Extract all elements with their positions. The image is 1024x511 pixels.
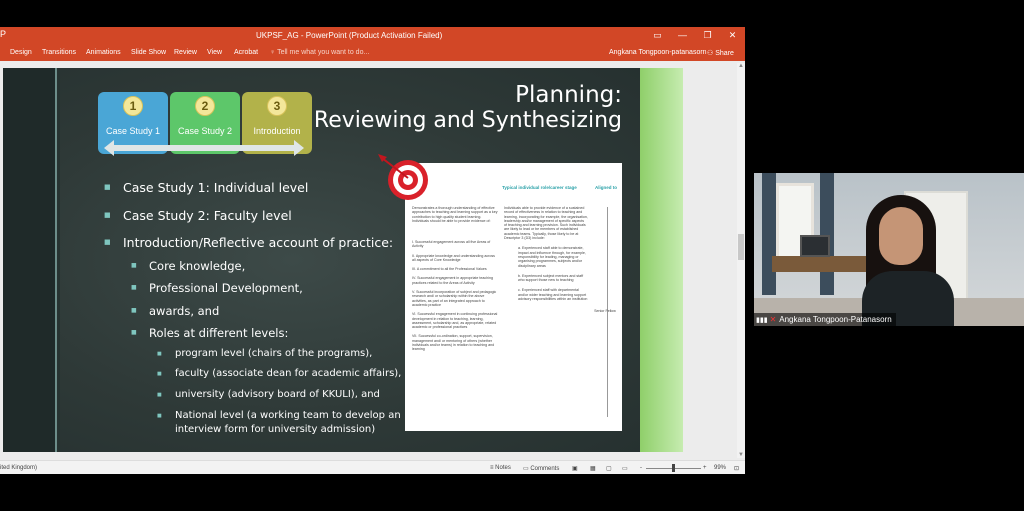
step-label: Case Study 2 — [177, 126, 233, 136]
slide-right-green-band — [640, 68, 683, 452]
slide-left-band — [3, 68, 57, 452]
tab-design[interactable]: Design — [10, 49, 32, 56]
participant-name: Angkana Tongpoon-Patanasorn — [779, 315, 892, 324]
window-title: UKPSF_AG - PowerPoint (Product Activation Failed) — [256, 31, 443, 40]
tab-acrobat[interactable]: Acrobat — [234, 49, 259, 56]
doc-middle-column: Individuals able to provide evidence of a sustained record of effectiveness in relation to teaching and learning, incorporating for example, the organisation, leadership and/or management of specific aspects of teaching and learning provision. Such individuals are likely to lead or be members of established academic teams. Typically, those likely to be at Descriptor 3 (D3) include: a. Experienced staff able to demonstrate, impact and influence through, for example, responsibility for leading, managing or organising programmes, subjects and/or disciplinary areas b. Experienced subject mentors and staff who support those new to teaching c. Experienced staff with departmental and/or wider teaching and learning support advisory responsibilities within an institution — [504, 206, 588, 302]
title-bar — [0, 27, 745, 44]
curtain-left — [762, 173, 776, 295]
slide-title-line1: Planning: — [515, 82, 622, 108]
zoom-level[interactable]: 99% — [714, 465, 727, 471]
bullet-professional-development: ■ Professional Development, — [131, 281, 303, 295]
language-status[interactable]: ited Kingdom) — [0, 465, 38, 471]
tab-review[interactable]: Review — [174, 49, 197, 56]
notes-icon: ≡ — [490, 465, 496, 471]
bullet-case-study-1: ■ Case Study 1: Individual level — [104, 180, 309, 195]
bullet-program-level: ■ program level (chairs of the programs), — [157, 348, 373, 359]
bullet-university-level: ■ university (advisory board of KKULI), and — [157, 389, 380, 400]
tab-view[interactable]: View — [207, 49, 223, 56]
bullet-awards: ■ awards, and — [131, 304, 220, 318]
bullet-core-knowledge: ■ Core knowledge, — [131, 259, 246, 273]
scroll-up-icon[interactable]: ▲ — [738, 63, 744, 69]
bullet-national-level-continued: interview form for university admission) — [175, 424, 376, 435]
doc-left-column — [412, 206, 498, 223]
step-number: 3 — [267, 96, 287, 116]
ribbon-tabs — [0, 44, 745, 61]
bullet-faculty-level: ■ faculty (associate dean for academic affairs), — [157, 368, 402, 379]
doc-header-role: Typical individual role/career stage — [502, 185, 577, 190]
zoom-in-button[interactable]: + — [703, 465, 707, 471]
account-name[interactable]: Angkana Tongpoon-patanasorn — [609, 49, 707, 56]
restore-button[interactable]: ❐ — [703, 30, 712, 40]
monitor — [800, 235, 830, 257]
reading-view-icon[interactable]: ▢ — [606, 466, 612, 472]
scrollbar-thumb[interactable] — [738, 234, 744, 260]
close-button[interactable]: ✕ — [728, 30, 737, 40]
slide-sorter-icon[interactable]: ▦ — [590, 466, 596, 472]
target-dart-icon — [378, 154, 432, 202]
comment-icon: ▭ — [523, 466, 531, 472]
tab-slide-show[interactable]: Slide Show — [131, 49, 167, 56]
tell-me-text: Tell me what you want to do... — [277, 49, 370, 56]
fit-to-window-icon[interactable]: ⊡ — [734, 466, 740, 472]
arrow-left-icon — [104, 140, 114, 156]
tab-transitions[interactable]: Transitions — [42, 49, 76, 56]
normal-view-icon[interactable]: ▣ — [572, 466, 578, 472]
participant-face — [879, 207, 923, 265]
curtain-right — [820, 173, 834, 295]
bullet-introduction: ■ Introduction/Reflective account of practice: — [104, 235, 394, 250]
bullet-case-study-2: ■ Case Study 2: Faculty level — [104, 208, 292, 223]
person-icon: ⚇ — [707, 50, 716, 57]
lightbulb-icon: ♀ — [270, 49, 278, 56]
powerpoint-window — [0, 27, 745, 474]
ribbon-display-options-icon[interactable]: ▭ — [653, 30, 662, 40]
notes-button[interactable]: ≡ Notes — [490, 465, 511, 471]
doc-header-aligned: Aligned to — [595, 185, 617, 190]
scroll-down-icon[interactable]: ▼ — [738, 452, 744, 458]
share-label: Share — [715, 50, 734, 57]
window-controls — [645, 27, 745, 44]
participant-video[interactable] — [754, 173, 1024, 326]
bullet-roles: ■ Roles at different levels: — [131, 326, 289, 340]
zoom-out-button[interactable]: - — [640, 465, 642, 471]
step-label: Case Study 1 — [105, 126, 161, 136]
slide[interactable] — [3, 68, 683, 452]
share-button[interactable] — [707, 49, 734, 57]
bullet-national-level: ■ National level (a working team to develop an — [157, 410, 401, 421]
vertical-scrollbar[interactable] — [737, 63, 745, 458]
tell-me-search[interactable] — [270, 49, 369, 56]
double-arrow-bar — [112, 145, 296, 151]
slideshow-view-icon[interactable]: ▭ — [622, 466, 628, 472]
slide-content — [60, 68, 640, 452]
participant-name-tag — [754, 313, 896, 326]
doc-left-intro: Demonstrates a thorough understanding of effective approaches to teaching and learning support as a key contribution to high quality student learning. Individuals should be able to provide evidence of: — [412, 206, 498, 223]
step-number: 1 — [123, 96, 143, 116]
slide-title-line2: Reviewing and Synthesizing — [313, 108, 622, 133]
zoom-slider-thumb[interactable] — [672, 464, 675, 472]
minimize-button[interactable]: — — [678, 30, 687, 40]
tab-animations[interactable]: Animations — [86, 49, 121, 56]
ukpsf-descriptor-table-image — [405, 163, 622, 431]
signal-strength-icon: ▮▮▮ — [756, 317, 768, 324]
arrow-right-icon — [294, 140, 304, 156]
powerpoint-icon: P — [0, 29, 7, 39]
doc-aligned-label: Senior Fellow — [594, 309, 616, 313]
doc-left-items: I. Successful engagement across all five Areas of Activity II. Appropriate knowledge and understanding across all aspects of Core Knowledge III. A commitment to all the Professional Values IV. Successful engagement in appropriate teaching practices related to the Areas of Activity V. Successful incorporation of subject and pedagogic research and/ or scholarship within the above activities, as part of an integrated approach to academic practice VI. Successful engagement in continuing professional development in relation to teaching, learning, assessment, scholarship and, as appropriate, related academic or professional practices VII. Successful co-ordination, support, supervision, management and/ or mentoring of others (whether individuals and/or teams) in relation to teaching and learning — [412, 240, 498, 352]
comments-button[interactable]: ▭ Comments — [523, 466, 560, 472]
muted-microphone-icon: ✕ — [769, 315, 777, 324]
status-bar — [0, 460, 745, 474]
step-label: Introduction — [253, 126, 301, 136]
desk — [772, 256, 872, 272]
step-number: 2 — [195, 96, 215, 116]
